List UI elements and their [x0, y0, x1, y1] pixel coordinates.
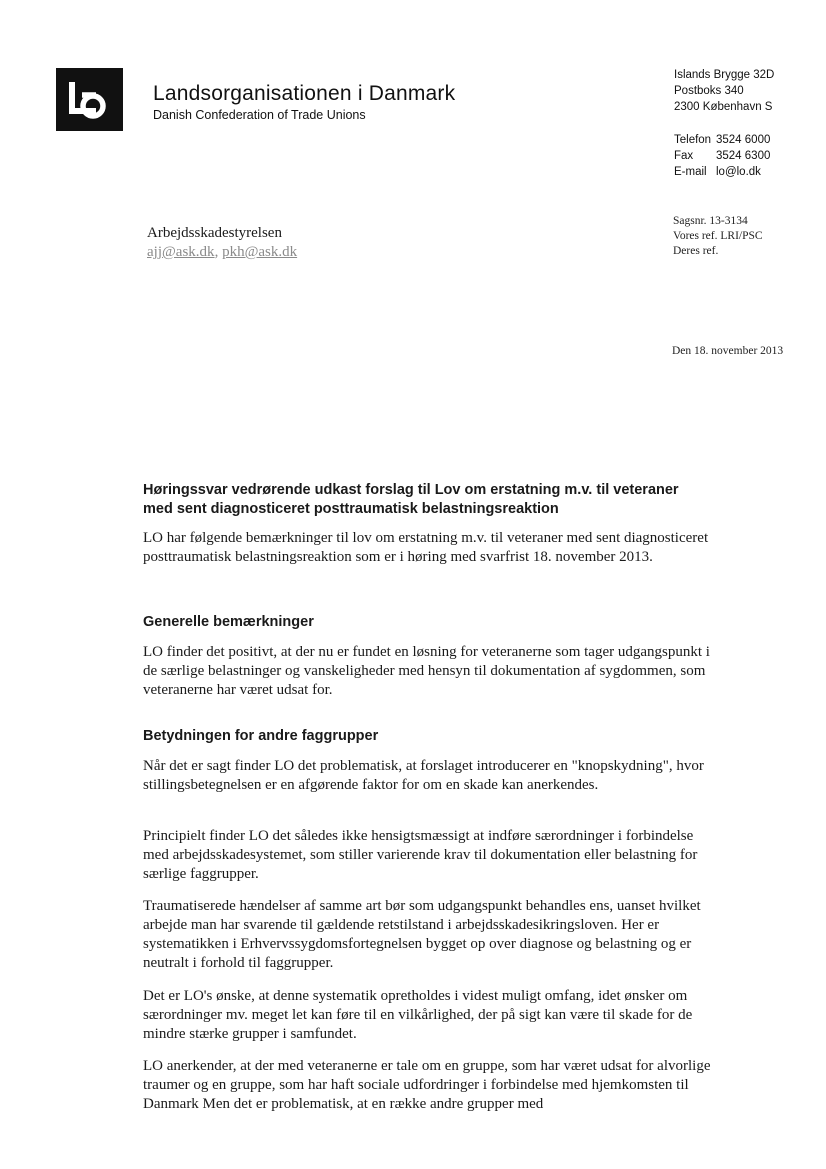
section-heading: Betydningen for andre faggrupper: [143, 728, 379, 744]
address-line: Postboks 340: [674, 85, 744, 97]
recipient-email-link[interactable]: pkh@ask.dk: [222, 244, 298, 260]
organization-name: Landsorganisationen i Danmark: [153, 82, 456, 105]
case-number: Sagsnr. 13-3134: [673, 215, 748, 227]
phone-value: 3524 6000: [716, 134, 771, 146]
letter-date: Den 18. november 2013: [672, 345, 784, 357]
sender-contact: [674, 132, 770, 180]
paragraph: Det er LO's ønske, at denne systematik opretholdes i videst muligt omfang, idet ønsker om særordninger mv. meget let kan føre til en vilkårlighed, der på sigt kan være til skade for de mindre stærke grupper i samfundet.: [143, 988, 693, 1042]
reference-block: [673, 214, 763, 259]
paragraph: Når det er sagt finder LO det problematisk, at forslaget introducerer en "knopskydning", hvor stillingsbetegnelsen er en afgørende faktor for om en skade kan anerkendes.: [143, 758, 704, 793]
lo-logo: [56, 68, 123, 131]
sender-address: [674, 67, 774, 115]
intro-paragraph: LO har følgende bemærkninger til lov om erstatning m.v. til veteraner med sent diagnosticeret posttraumatisk belastningsreaktion som er i høring med svarfrist 18. november 2013.: [143, 530, 709, 565]
address-line: Islands Brygge 32D: [674, 69, 775, 81]
fax-value: 3524 6300: [716, 150, 771, 162]
letter-title: Høringssvar vedrørende udkast forslag til Lov om erstatning m.v. til veteraner med sent diagnosticeret posttraumatisk belastningsreaktion: [143, 482, 679, 517]
paragraph: Traumatiserede hændelser af samme art bør som udgangspunkt behandles ens, uanset hvilket arbejde man har svarende til gældende retstilstand i arbejdsskadesikringsloven. Her er systematikken i Erhvervssygdomsfortegnelsen bygget op over diagnose og belastning og er neutralt i forhold til faggrupper.: [143, 898, 701, 971]
paragraph: LO anerkender, at der med veteranerne er tale om en gruppe, som har været udsat for alvorlige traumer og en gruppe, som har haft sociale udfordringer i forbindelse med hjemkomsten til Danmark Men det er problematisk, at en række andre grupper med: [143, 1058, 711, 1112]
email-label: E-mail: [674, 166, 707, 178]
recipient-email-link[interactable]: ajj@ask.dk: [147, 244, 215, 260]
recipient-emails: [147, 243, 297, 262]
address-line: 2300 København S: [674, 101, 773, 113]
our-reference: Vores ref. LRI/PSC: [673, 230, 763, 242]
fax-row: [674, 148, 770, 164]
paragraph: LO finder det positivt, at der nu er fundet en løsning for veteranerne som tager udgangspunkt i de særlige belastninger og vanskeligheder med hensyn til dokumentation af sygdommen, som veteranerne har været udsat for.: [143, 644, 710, 698]
recipient-block: [147, 224, 297, 262]
phone-label: Telefon: [674, 134, 712, 146]
paragraph: Principielt finder LO det således ikke hensigtsmæssigt at indføre særordninger i forbindelse med arbejdsskadesystemet, som stiller varierende krav til dokumentation eller belastning for særlige faggrupper.: [143, 828, 698, 882]
organization-subtitle: Danish Confederation of Trade Unions: [153, 108, 366, 122]
lo-logo-icon: [56, 68, 123, 131]
fax-label: Fax: [674, 150, 694, 162]
recipient-name: Arbejdsskadestyrelsen: [147, 225, 282, 241]
email-row: [674, 164, 770, 180]
email-separator: ,: [214, 244, 219, 260]
their-reference: Deres ref.: [673, 245, 719, 257]
section-heading: Generelle bemærkninger: [143, 614, 314, 630]
phone-row: [674, 132, 770, 148]
email-value: lo@lo.dk: [716, 166, 761, 178]
